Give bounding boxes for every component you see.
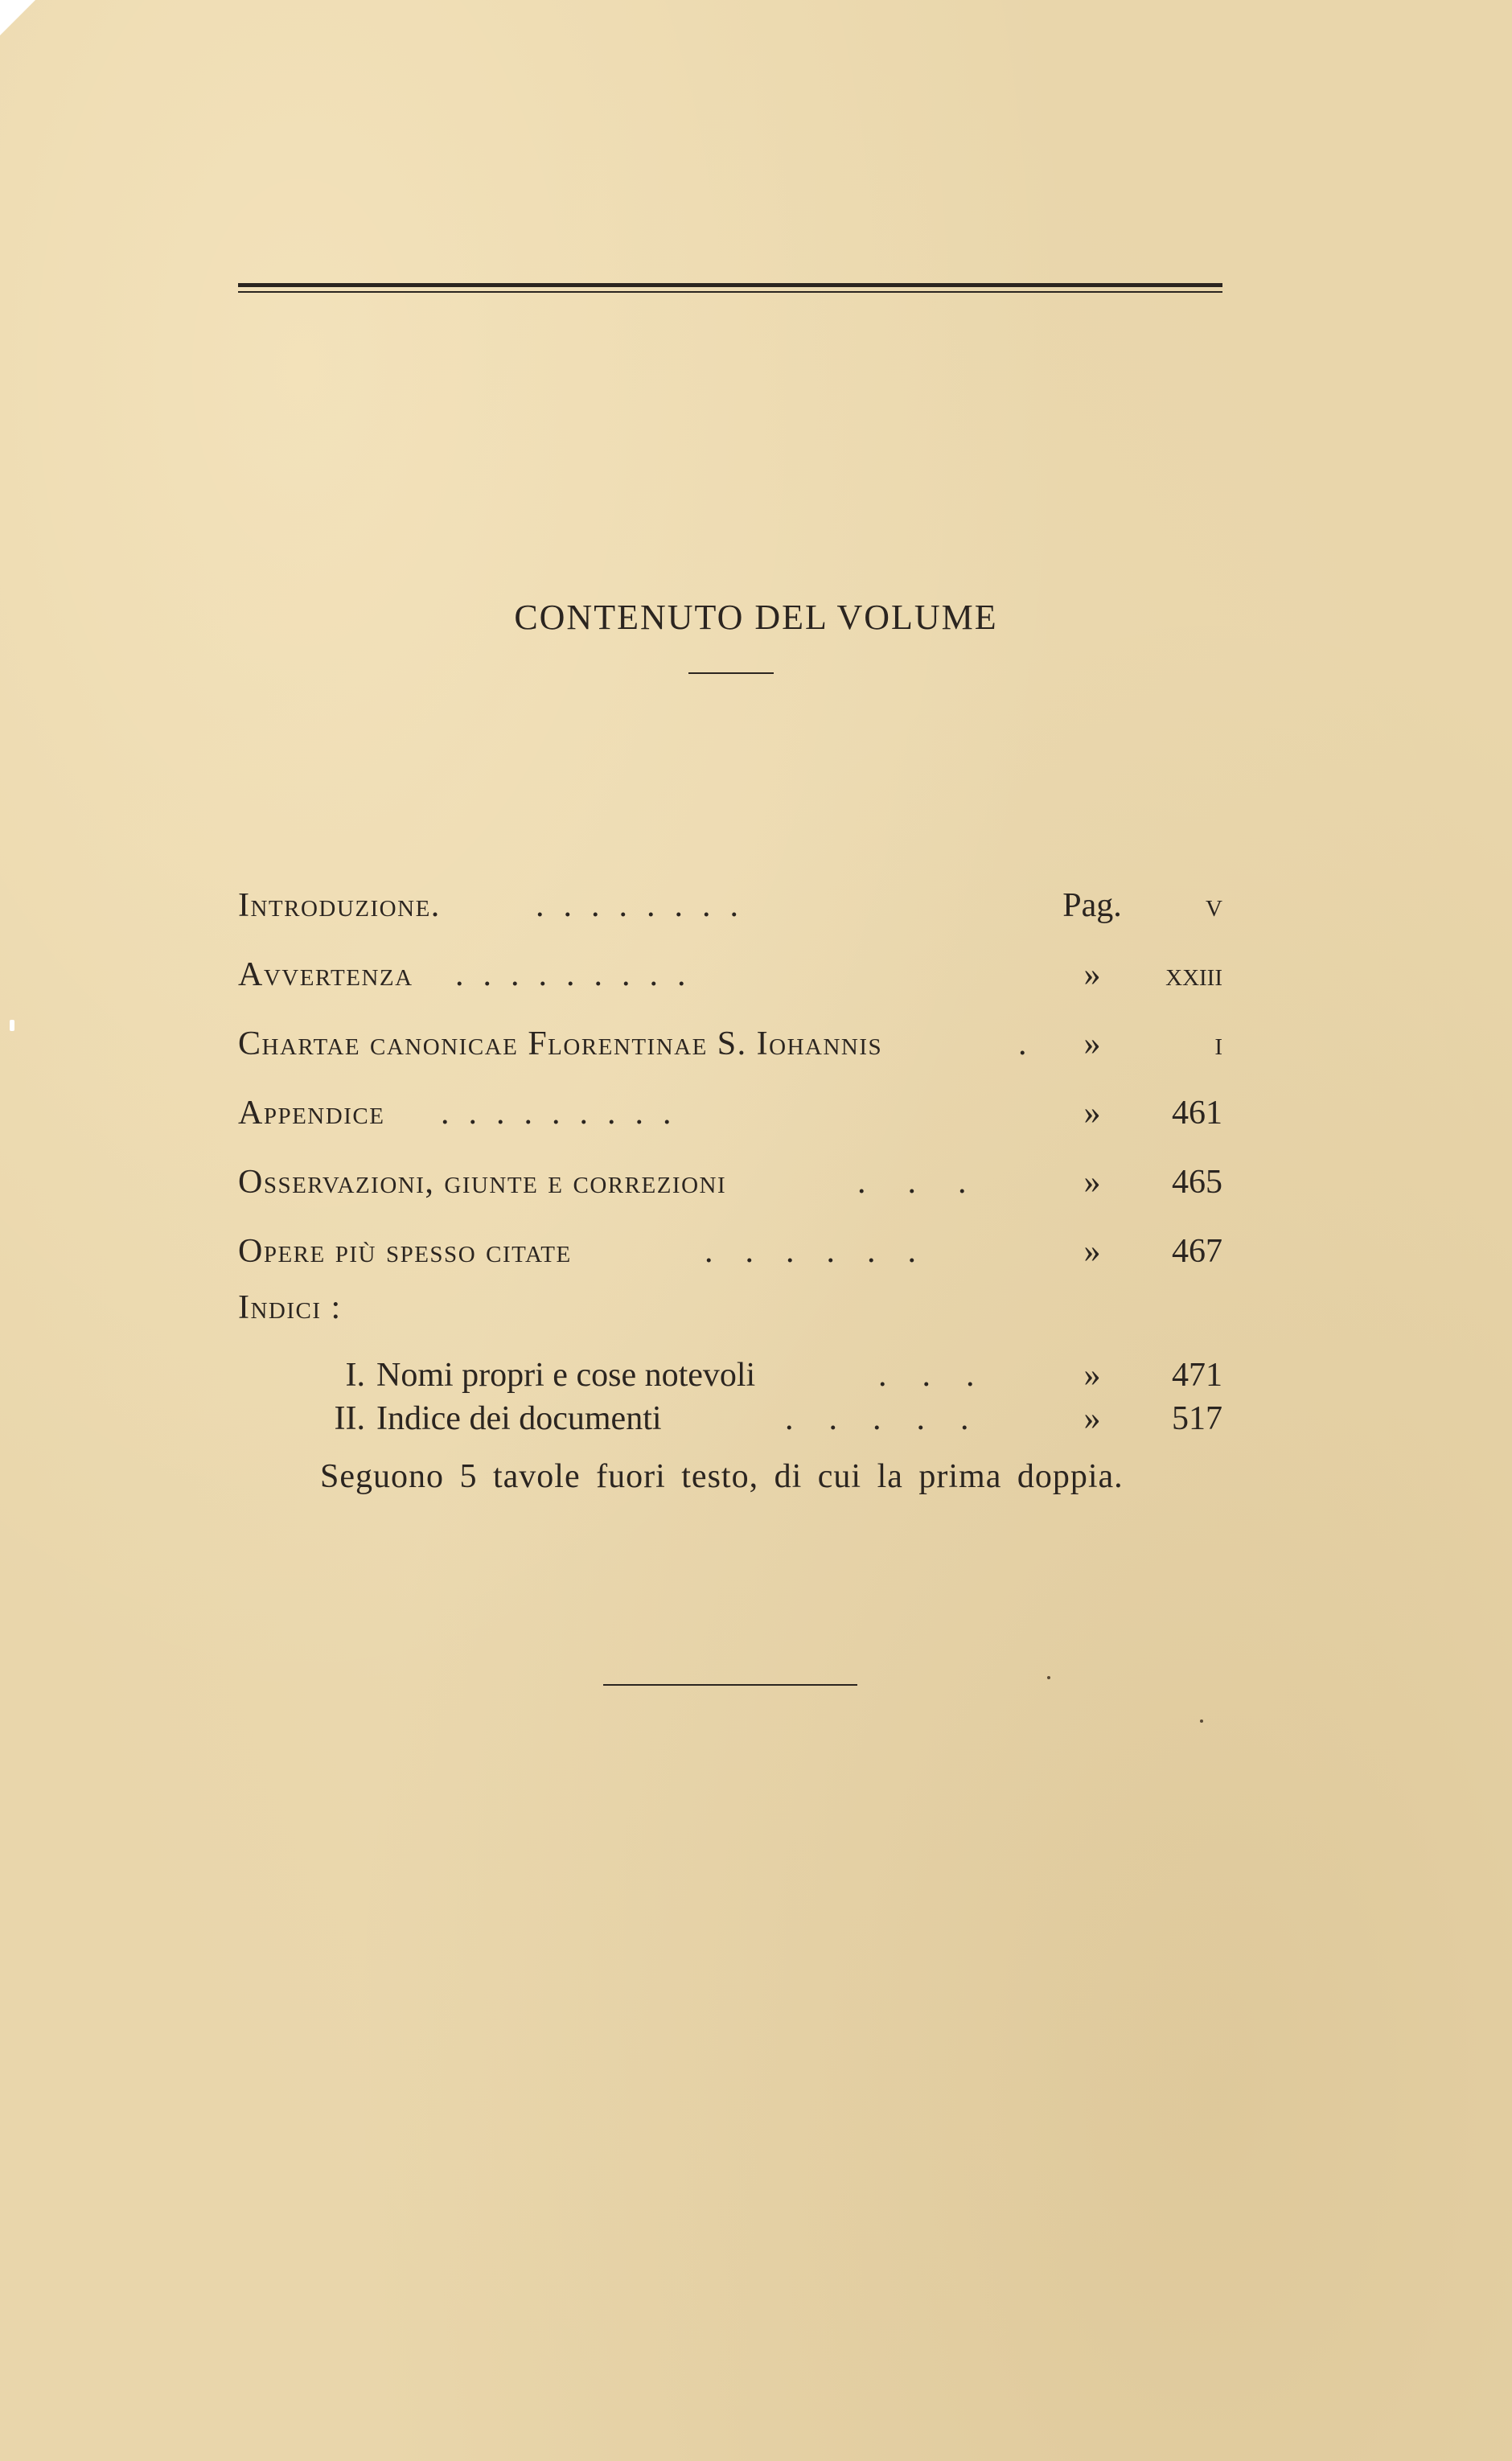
dot-leader: ...... <box>705 1233 948 1270</box>
toc-entry-title: Appendice <box>238 1095 385 1132</box>
indici-entry-number: I. <box>345 1357 365 1394</box>
paper-speck <box>1200 1719 1203 1723</box>
toc-entry-page: 467 <box>1172 1233 1222 1270</box>
toc-entry-title: Opere più spesso citate <box>238 1233 572 1270</box>
toc-entry-opere <box>238 1222 1222 1292</box>
dot-leader: ........ <box>536 887 758 924</box>
plates-note: Seguono 5 tavole fuori testo, di cui la prima doppia. <box>320 1458 1124 1495</box>
toc-entry-ref: Pag. <box>1062 887 1122 924</box>
toc-entry-title: Chartae canonicae Florentinae S. Iohannis <box>238 1025 883 1062</box>
toc-entry-ref: » <box>1083 956 1101 993</box>
dot-leader: ......... <box>455 956 705 993</box>
table-of-contents <box>238 877 1222 1292</box>
dot-leader: . <box>1018 1025 1046 1062</box>
dot-leader: ......... <box>441 1095 691 1132</box>
indici-entry-title: Indice dei documenti <box>376 1400 662 1437</box>
indici-entry-page: 517 <box>1172 1400 1222 1437</box>
toc-entry-chartae <box>238 1015 1222 1084</box>
toc-entry-page: xxiii <box>1165 956 1222 993</box>
edge-nick <box>10 1020 14 1031</box>
toc-entry-ref: » <box>1083 1095 1101 1132</box>
indici-entry-ref: » <box>1083 1400 1101 1437</box>
toc-entry-title: Osservazioni, giunte e correzioni <box>238 1164 727 1201</box>
toc-entry-introduzione <box>238 877 1222 946</box>
toc-entry-title: Introduzione. <box>238 887 441 924</box>
toc-entry-page: v <box>1206 887 1222 924</box>
toc-entry-page: 461 <box>1172 1095 1222 1132</box>
dot-leader: ... <box>878 1357 1010 1394</box>
top-double-rule <box>238 283 1222 293</box>
indici-entry-ref: » <box>1083 1357 1101 1394</box>
indici-entry-indice-documenti <box>238 1395 1222 1443</box>
title-rule <box>688 672 774 674</box>
indici-entry-nomi-propri <box>238 1351 1222 1399</box>
indici-entry-page: 471 <box>1172 1357 1222 1394</box>
indici-entry-title: Nomi propri e cose notevoli <box>376 1357 756 1394</box>
toc-entry-appendice <box>238 1084 1222 1153</box>
toc-entry-page: i <box>1214 1025 1222 1062</box>
toc-entry-ref: » <box>1083 1164 1101 1201</box>
dot-leader: ... <box>857 1164 1009 1201</box>
paper-speck <box>1047 1676 1050 1679</box>
dot-leader: ..... <box>785 1400 1005 1437</box>
toc-entry-ref: » <box>1083 1025 1101 1062</box>
indici-heading: Indici : <box>238 1289 342 1326</box>
toc-entry-ref: » <box>1083 1233 1101 1270</box>
toc-entry-title: Avvertenza <box>238 956 413 993</box>
torn-corner <box>0 0 35 35</box>
toc-entry-avvertenza <box>238 946 1222 1015</box>
indici-entry-number: II. <box>334 1400 365 1437</box>
page-title: CONTENUTO DEL VOLUME <box>514 598 998 637</box>
toc-entry-page: 465 <box>1172 1164 1222 1201</box>
bottom-rule <box>603 1684 857 1686</box>
toc-entry-osservazioni <box>238 1153 1222 1222</box>
